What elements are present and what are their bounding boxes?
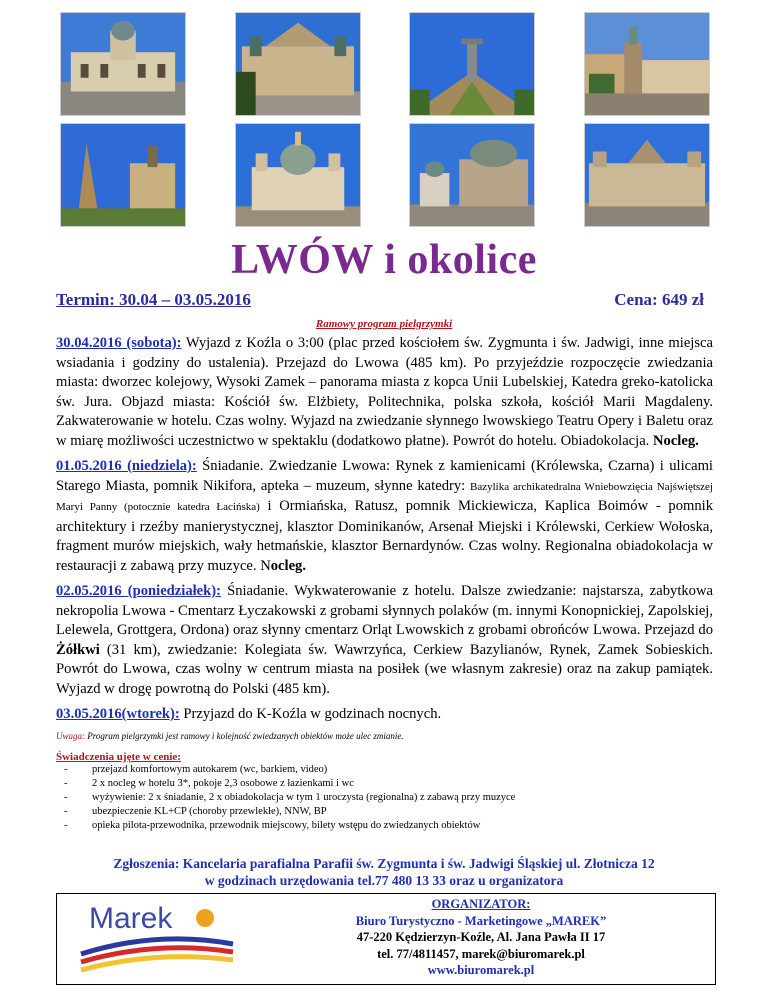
note-label: Uwaga:	[56, 730, 85, 741]
bernardine-monastery-photo	[584, 123, 710, 227]
organizer-info	[257, 896, 705, 979]
organizer-heading: ORGANIZATOR:	[431, 897, 531, 911]
day-3-bold: Żółkwi	[56, 641, 100, 658]
day-3-text: Śniadanie. Wykwaterowanie z hotelu. Dalsze zwiedzanie: najstarsza, zabytkowa nekropolia Lwowa - Cmentarz Łyczakowski z grobami słynnych polaków (m. innymi Konopnickiej, Zapolskiej, Lelewela, Grottgera, Ordona) oraz słynny cmentarz Orląt Lwowskich z grobami obrońców Lwowa. Przejazd do	[56, 583, 713, 638]
program-heading: Ramowy program pielgrzymki	[315, 318, 453, 330]
day-4-text: Przyjazd do K-Koźla w godzinach nocnych.	[179, 706, 442, 722]
photo-row-bottom	[60, 123, 710, 227]
logo-text: Marek	[89, 902, 173, 935]
day-1-end: Nocleg.	[652, 432, 699, 449]
day-2	[56, 457, 713, 576]
day-1-text: Wyjazd z Koźla o 3:00 (plac przed kościołem św. Zygmunta i św. Jadwigi, inne miejsca wsiadania i godziny do ustalenia). Przejazd do Lwowa (485 km). Po przyjeździe rozpoczęcie zwiedzania miasta: dworzec kolejowy, Wysoki Zamek – panorama miasta z kopca Unii Lubelskiej, Katedra greko-katolicka św. Jura. Objazd miasta: Kościół św. Elżbiety, Politechnika, polska szkoła, kościół Marii Magdaleny. Zakwaterowanie w hotelu. Czas wolny. Wyjazd na zwiedzanie słynnego lwowskiego Teatru Opery i Baletu oraz w miarę możliwości uczestnictwo w spektaklu (dodatkowo płatne). Powrót do hotelu. Obiadokolacja.	[56, 335, 713, 449]
day-3	[56, 582, 713, 699]
date-range: Termin: 30.04 – 03.05.2016	[56, 290, 251, 309]
market-square-photo	[584, 12, 710, 116]
day-3-text2: (31 km), zwiedzanie: Kolegiata św. Wawrzyńca, Cerkiew Bazylianów, Rynek, Zamek Sobieskich. Powrót do Lwowa, czas wolny w centrum miasta na posiłek (we własnym zakresie) oraz na zakup pamiątek. Wyjazd w drogę powrotną do Polski (485 km).	[56, 641, 713, 697]
organizer-address: 47-220 Kędzierzyn-Koźle, Al. Jana Pawła II 17	[356, 930, 606, 944]
registration-info	[0, 855, 768, 889]
organizer-contact: tel. 77/4811457, marek@biuromarek.pl	[377, 946, 585, 961]
note-text: Program pielgrzymki jest ramowy i kolejność zwiedzanych obiektów może ulec zmianie.	[85, 730, 404, 741]
photo-gallery	[60, 12, 710, 234]
organizer-name: Biuro Turystyczno - Marketingowe „MAREK”	[355, 913, 607, 928]
organizer-box	[56, 893, 716, 985]
day-2-text2: i Ormiańska, Ratusz, pomnik Mickiewicza, Kaplica Boimów - pomnik architektury i rzeźby manierystycznej, klasztor Dominikanów, Arsenał Miejski i Królewski, Cerkiew Wołoska, fragment murów miejskich, wały hetmańskie, klasztor Bernardynów. Czas wolny. Regionalna obiadokolacja w restauracji z zabawą przy muzyce. N	[56, 498, 713, 574]
opera-theatre-photo	[235, 12, 361, 116]
day-2-small-text: Bazylika archikatedralna Wniebowzięcia Najświętszej Maryi Panny (potocznie katedra Łacińska)	[56, 480, 713, 513]
day-1	[56, 334, 713, 451]
day-2-text: Śniadanie. Zwiedzanie Lwowa: Rynek z kamienicami (Królewska, Czarna) i ulicami Starego Miasta, pomnik Nikifora, apteka – muzeum, słynne katedry:	[56, 458, 713, 494]
list-item: - ubezpieczenie KL+CP (choroby przewlekłe), NNW, BP	[64, 806, 327, 818]
day-3-date: 02.05.2016 (poniedziałek):	[56, 583, 221, 599]
marek-logo	[77, 900, 237, 980]
organizer-website[interactable]: www.biuromarek.pl	[427, 963, 535, 977]
day-2-end: ocleg.	[270, 557, 306, 574]
list-item: - 2 x nocleg w hotelu 3*, pokoje 2,3 osobowe z łazienkami i wc	[64, 777, 354, 789]
page-title: LWÓW i okolice	[231, 237, 537, 283]
price: Cena: 649 zł	[614, 290, 704, 309]
day-4-date: 03.05.2016(wtorek):	[56, 706, 180, 722]
program-note	[56, 731, 713, 741]
program-content	[56, 334, 713, 834]
registration-line-2: w godzinach urzędowania tel.77 480 13 33 oraz u organizatora	[204, 873, 564, 888]
st-george-cathedral-photo	[235, 123, 361, 227]
registration-line-1: Zgłoszenia: Kancelaria parafialna Parafii św. Zygmunta i św. Jadwigi Śląskiej ul. Złotnicza 12	[113, 856, 655, 871]
list-item: - wyżywienie: 2 x śniadanie, 2 x obiadokolacja w tym 1 uroczysta (regionalna) z zabawą przy muzyce	[64, 791, 516, 803]
day-2-date: 01.05.2016 (niedziela):	[56, 458, 197, 474]
includes-list	[56, 763, 713, 834]
includes-heading: Świadczenia ujęte w cenie:	[56, 750, 181, 763]
dominican-church-photo	[409, 123, 535, 227]
list-item: - przejazd komfortowym autokarem (wc, barkiem, video)	[64, 763, 328, 775]
high-castle-photo	[409, 12, 535, 116]
obelisk-monument-photo	[60, 123, 186, 227]
list-item: - opieka pilota-przewodnika, przewodnik miejscowy, bilety wstępu do zwiedzanych obiektów	[64, 820, 481, 832]
day-1-date: 30.04.2016 (sobota):	[56, 335, 182, 351]
photo-row-top	[60, 12, 710, 116]
day-4	[56, 705, 713, 725]
railway-station-photo	[60, 12, 186, 116]
